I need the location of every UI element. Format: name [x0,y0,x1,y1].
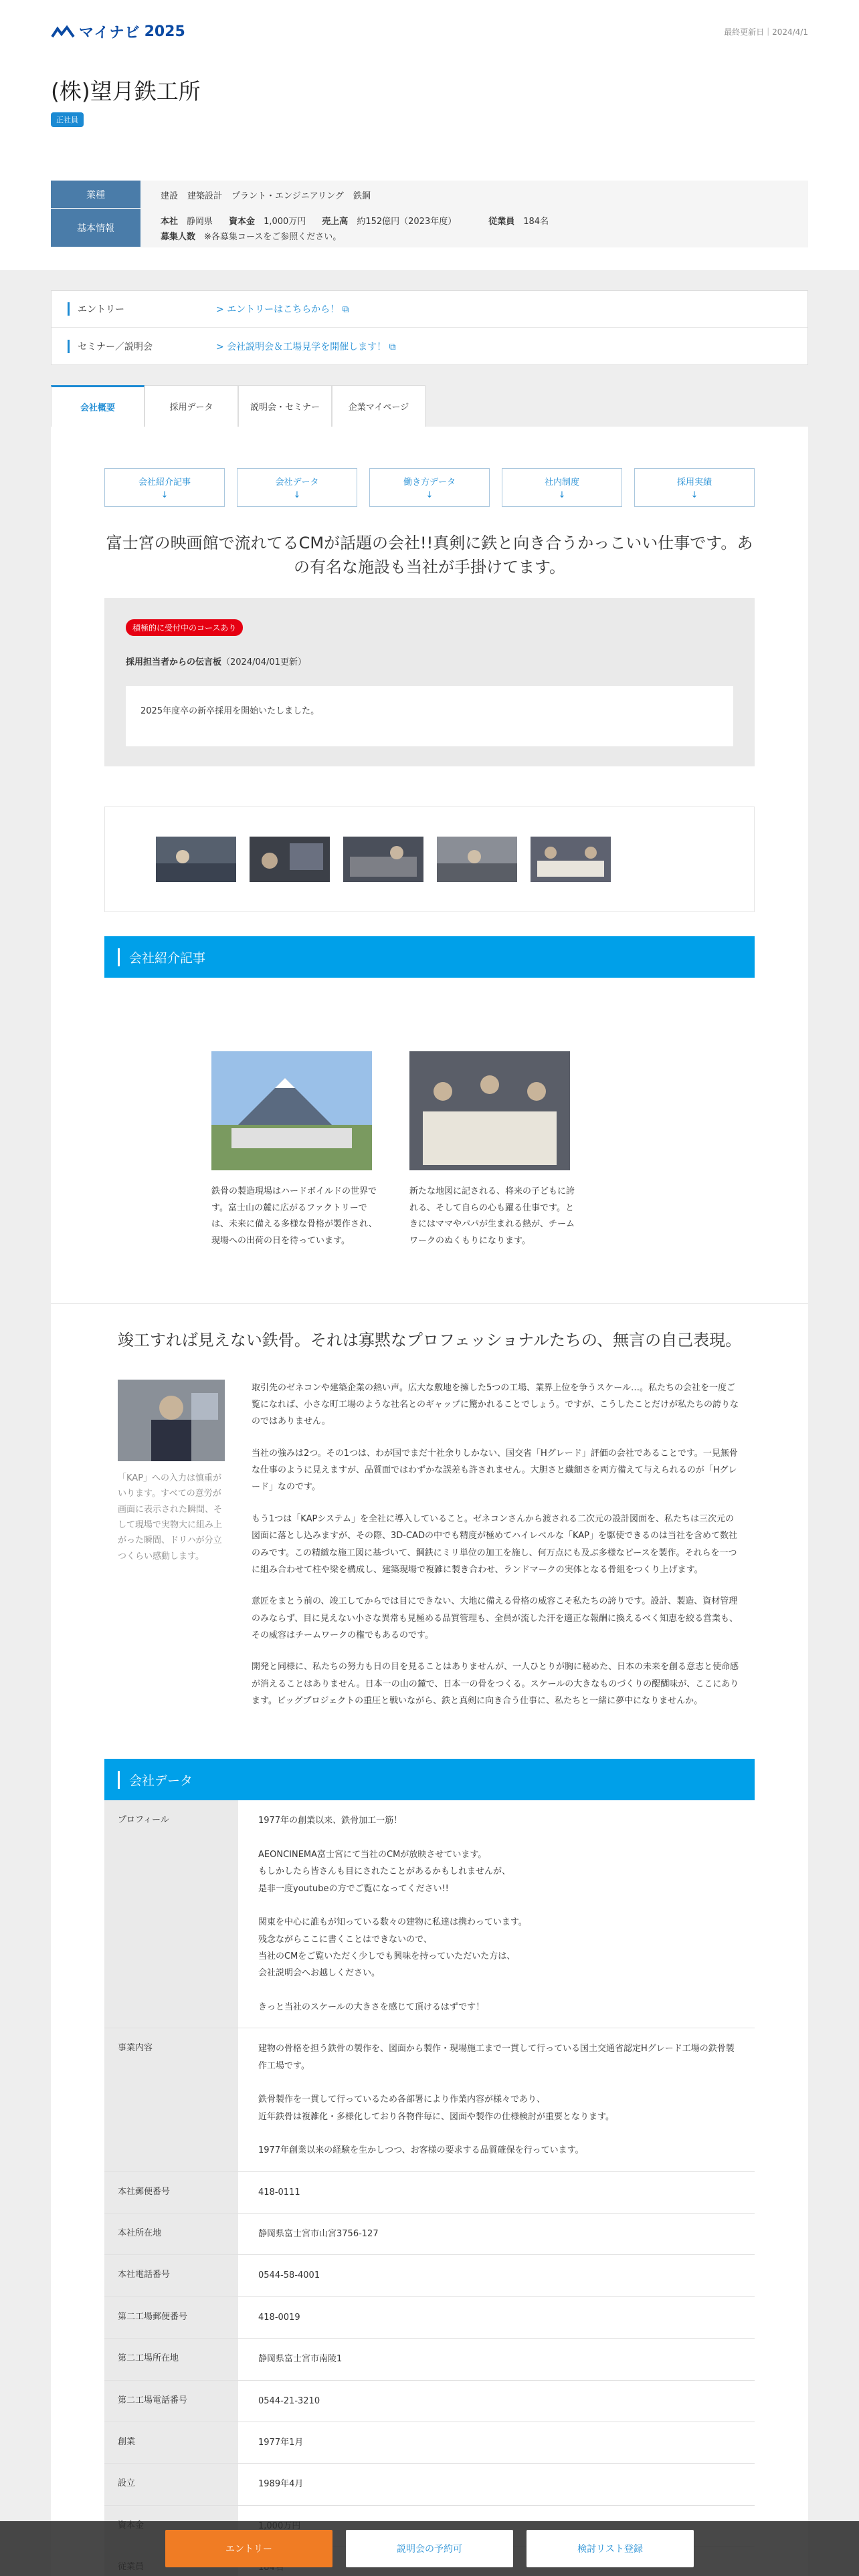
entry-link-text: エントリーはこちらから！ [227,304,340,315]
company-data-line: 静岡県富士宮市南陵1 [258,2354,343,2365]
company-data-value [238,2028,755,2171]
recruit-key: 募集人数 [161,232,196,242]
arrow-down-icon: ↓ [293,490,301,500]
company-data-line: 是非一度youtubeの方でご覧になってください!! [258,1883,449,1894]
tab-company-overview[interactable]: 会社概要 [51,385,145,427]
story-paragraph: 意匠をまとう前の、竣工してからでは目にできない、大地に備える骨格の威容こそ私たちの誇りです。設計、製造、資材管理のみならず、目に見えない小さな異常も見極める品質管理も、全員が流した汗を適正な報酬に換えるべく知恵を絞る営業も、その威容はチームワークの権でもあるのです。 [252,1596,738,1640]
story-caption: 「KAP」への入力は慎重がいります。すべての意労が画面に表示された瞬間、そして現場で実物大に組み上がった瞬間、ドリハが分立つくらい感動します。 [118,1473,223,1562]
company-data-row [104,2422,755,2463]
article-image-meeting [409,1051,570,1170]
company-data-line: AEONCINEMA富士宮にて当社のCMが放映させています。 [258,1849,487,1860]
anchor-label: 採用実績 [676,477,712,488]
company-data-line: 残念ながらここに書くことはできないので、 [258,1934,432,1945]
employment-badge: 正社員 [51,112,84,127]
company-data-value [238,2380,755,2422]
arrow-down-icon: ↓ [690,490,698,500]
section-title-article [104,936,755,978]
anchor-label: 会社紹介記事 [138,477,191,488]
industry-item: 鉄鋼 [353,191,371,201]
anchor-company-data[interactable] [237,468,357,507]
company-block [0,64,859,147]
tab-seminar[interactable]: 説明会・セミナー [238,385,332,427]
seminar-link-text: 会社説明会＆工場見学を開催します！ [227,341,387,352]
gallery-thumb[interactable] [343,837,423,882]
gallery-thumb[interactable] [250,837,330,882]
section-title-text: 会社データ [118,1771,193,1789]
seminar-reserve-button[interactable]: 説明会の予約可 [346,2530,513,2567]
active-course-badge: 積極的に受付中のコースあり [126,619,243,636]
company-data-line: 418-0111 [258,2187,300,2197]
entry-link-row [52,291,807,328]
company-data-row [104,2028,755,2171]
company-data-value [238,1800,755,2028]
company-data-line: 会社説明会へお越しください。 [258,1968,381,1979]
company-data-key: 第二工場電話番号 [104,2380,238,2422]
company-data-key: 事業内容 [104,2028,238,2171]
anchor-label: 社内制度 [544,477,579,488]
capital-key: 資本金 [229,217,256,227]
company-data-line [258,1897,735,1914]
seminar-link[interactable]: > 会社説明会＆工場見学を開催します！ ⧉ [216,341,396,352]
company-data-line: 静岡県富士宮市山宮3756-127 [258,2229,379,2240]
entry-button[interactable]: エントリー [165,2530,332,2567]
last-updated: 最終更新日｜2024/4/1 [724,27,808,37]
basic-info-label: 基本情報 [51,209,140,247]
anchor-hiring-record[interactable] [634,468,755,507]
message-board [104,598,755,766]
tab-bar [51,385,808,427]
basic-info-table [51,181,808,247]
company-data-row [104,2171,755,2213]
divider [51,1303,808,1304]
anchor-internal-system[interactable] [502,468,622,507]
sales-key: 売上高 [322,217,349,227]
employees-value: 184名 [523,217,549,227]
company-data-key: 本社郵便番号 [104,2171,238,2213]
external-link-icon: ⧉ [342,304,349,315]
article-card[interactable] [409,1051,577,1250]
catch-headline: 富士宮の映画館で流れてるCMが話題の会社!!真剣に鉄と向き合うかっこいい仕事です。あの有名な施設も当社が手掛けてます。 [106,534,753,576]
company-data-row [104,2464,755,2505]
company-data-line: 近年鉄骨は複雑化・多様化しており各物件毎に、図面や製作の仕様検討が重要となります。 [258,2111,614,2122]
section-title-text: 会社紹介記事 [118,948,205,966]
company-data-key: 創業 [104,2422,238,2463]
quick-links [51,290,808,365]
industry-item: 建設 [161,191,179,201]
company-data-line: 1977年創業以来の経験を生かしつつ、お客様の要求する品質確保を行っています。 [258,2145,584,2156]
company-data-line: きっと当社のスケールの大きさを感じて頂けるはずです！ [258,2002,485,2013]
bottom-action-bar [0,2521,859,2576]
sales-value: 約152億円（2023年度） [357,217,457,227]
anchor-label: 会社データ [275,477,319,488]
site-logo[interactable] [51,21,185,42]
company-data-line: 関東を中心に誰もが知っている数々の建物に私達は携わっています。 [258,1917,527,1928]
gallery-thumb[interactable] [531,837,611,882]
company-data-key: 本社所在地 [104,2214,238,2255]
external-link-icon: ⧉ [389,341,396,352]
company-data-line: 1977年1月 [258,2437,304,2448]
company-data-value [238,2422,755,2463]
article-text: 新たな地図に記される、将来の子どもに誇れる、そして自らの心も躍る仕事です。ときにはママやパパが生まれる熱が、チームワークのぬくもりになります。 [409,1186,575,1247]
add-to-list-button[interactable]: 検討リスト登録 [527,2530,694,2567]
story-paragraph: 当社の強みは2つ。その1つは、わが国でまだ十社余りしかない、国交省「Hグレード」評価の会社であることです。一見無骨な仕事のように見えますが、品質面ではわずかな誤差も許されません。大胆さと繊細さを両方備えて与えられるのが「Hグレード」なのです。 [252,1448,738,1493]
anchor-nav [104,468,755,507]
content-area [0,270,859,2576]
company-name: (株)望月鉄工所 [51,78,201,104]
company-data-row [104,2380,755,2422]
section-title-company-data [104,1759,755,1800]
seminar-link-row [52,328,807,364]
mynavi-logo-icon [51,25,75,39]
company-data-value [238,2255,755,2296]
company-data-line: 鉄骨製作を一貫して行っているため各部署により作業内容が様々であり、 [258,2095,546,2105]
gallery-thumb[interactable] [156,837,236,882]
company-data-row [104,2296,755,2338]
story-block [104,1380,755,1725]
message-board-date: （2024/04/01更新） [221,657,306,667]
tab-recruit-data[interactable]: 採用データ [145,385,238,427]
company-data-value [238,2296,755,2338]
company-data-row [104,2255,755,2296]
company-data-row [104,1800,755,2028]
industry-item: 建築設計 [187,191,223,201]
company-data-line [258,1830,735,1846]
photo-gallery [104,807,755,912]
company-data-key: 第二工場郵便番号 [104,2296,238,2338]
company-data-line [258,1982,735,1999]
company-data-line: 0544-21-3210 [258,2395,320,2406]
anchor-work-style[interactable] [369,468,490,507]
company-data-line: 当社のCMをご覧いただく少しでも興味を持っていただいた方は、 [258,1951,516,1961]
article-text: 鉄骨の製造現場はハードボイルドの世界です。富士山の麓に広がるファクトリーでは、未来に備える多様な骨格が製作され、現場への出荷の日を待っています。 [211,1186,377,1247]
company-data-line: 0544-58-4001 [258,2270,320,2281]
recruit-value: ※各募集コースをご参照ください。 [204,232,342,242]
arrow-down-icon: ↓ [425,490,434,500]
industry-label: 業種 [51,181,140,209]
story-paragraph: 取引先のゼネコンや建築企業の熱い声。広大な敷地を擁した5つの工場、業界上位を争うスケール…。私たちの会社を一度ご覧になれば、小さな町工場のような社名とのギャップに驚かれることでしょう。ですが、こうしたことだけが私たちの誇りなのではありません。 [252,1382,739,1427]
company-data-key: 本社電話番号 [104,2255,238,2296]
story-headline: 竣工すれば見えない鉄骨。それは寡黙なプロフェッショナルたちの、無言の自己表現。 [117,1330,742,1350]
company-data-line: 1977年の創業以来、鉄骨加工一筋！ [258,1816,403,1826]
company-data-value [238,2214,755,2255]
seminar-label: セミナー／説明会 [68,340,216,353]
entry-link[interactable]: > エントリーはこちらから！ ⧉ [216,304,349,315]
employees-key: 従業員 [488,217,515,227]
story-paragraph: 開発と同様に、私たちの努力も日の目を見ることはありませんが、一人ひとりが胸に秘めた、日本の未来を創る意志と使命感が消えることはありません。日本一の山の麓で、日本一の骨をつくる。スケールの大きなものづくりの醍醐味が、ここにあります。ビッグプロジェクトの重圧と戦いながら、鉄と真剣に向き合う仕事に、私たちと一緒に夢中になりませんか。 [252,1662,739,1706]
anchor-article[interactable] [104,468,225,507]
company-data-line [258,2074,735,2091]
company-data-value [238,2339,755,2380]
story-image-worker [118,1380,225,1461]
company-data-line: 1989年4月 [258,2479,304,2490]
arrow-down-icon: ↓ [558,490,566,500]
anchor-label: 働き方データ [403,477,456,488]
company-data-key: 設立 [104,2464,238,2505]
company-data-table [104,1800,755,2576]
hq-value: 静岡県 [187,217,213,227]
main-panel [51,427,808,2576]
arrow-down-icon: ↓ [161,490,169,500]
capital-value: 1,000万円 [264,217,306,227]
company-data-value [238,2171,755,2213]
article-image-factory [211,1051,372,1170]
company-data-line [258,2125,735,2142]
company-data-line: 418-0019 [258,2312,300,2323]
basic-info-row [51,209,808,247]
company-data-key: 第二工場所在地 [104,2339,238,2380]
company-data-row [104,2214,755,2255]
industry-item: プラント・エンジニアリング [231,191,344,201]
industry-row [51,181,808,209]
site-header [0,0,859,64]
company-data-row [104,2339,755,2380]
message-board-title: 採用担当者からの伝言板 [126,657,222,667]
article-list [104,1051,755,1250]
logo-year: 2025 [144,23,185,40]
company-data-line: もしかしたら皆さんも目にされたことがあるかもしれませんが、 [258,1866,511,1877]
entry-label: エントリー [68,302,216,316]
tab-mypage[interactable]: 企業マイページ [332,385,425,427]
message-board-body: 2025年度卒の新卒採用を開始いたしました。 [126,686,733,746]
story-paragraph: もう1つは「KAPシステム」を全社に導入していること。ゼネコンさんから渡される二次元の設計図面を、私たちは三次元の図面に落とし込みますが、その際、3D-CADの中でも精度が極めてハイレベルな「KAP」を駆使できるのは当社を含めて数社のみです。この精緻な施工図に基づいて、鋼鉄にミリ単位の加工を施し、何万点にも及ぶ多様なピースを製作。それらを一つに組み合わせて柱や梁を構成し、建築現場で複雑に製き合わせ、ランドマークの実体となる骨組をつくり上げます。 [252,1513,737,1575]
company-data-value [238,2464,755,2505]
hq-key: 本社 [161,217,179,227]
article-card[interactable] [211,1051,379,1250]
gallery-thumb[interactable] [437,837,517,882]
logo-name: マイナビ [79,25,140,41]
company-data-line: 建物の骨格を担う鉄骨の製作を、図面から製作・現場施工まで一貫して行っている国土交通省認定Hグレード工場の鉄骨製作工場です。 [258,2044,735,2071]
company-data-key: プロフィール [104,1800,238,2028]
